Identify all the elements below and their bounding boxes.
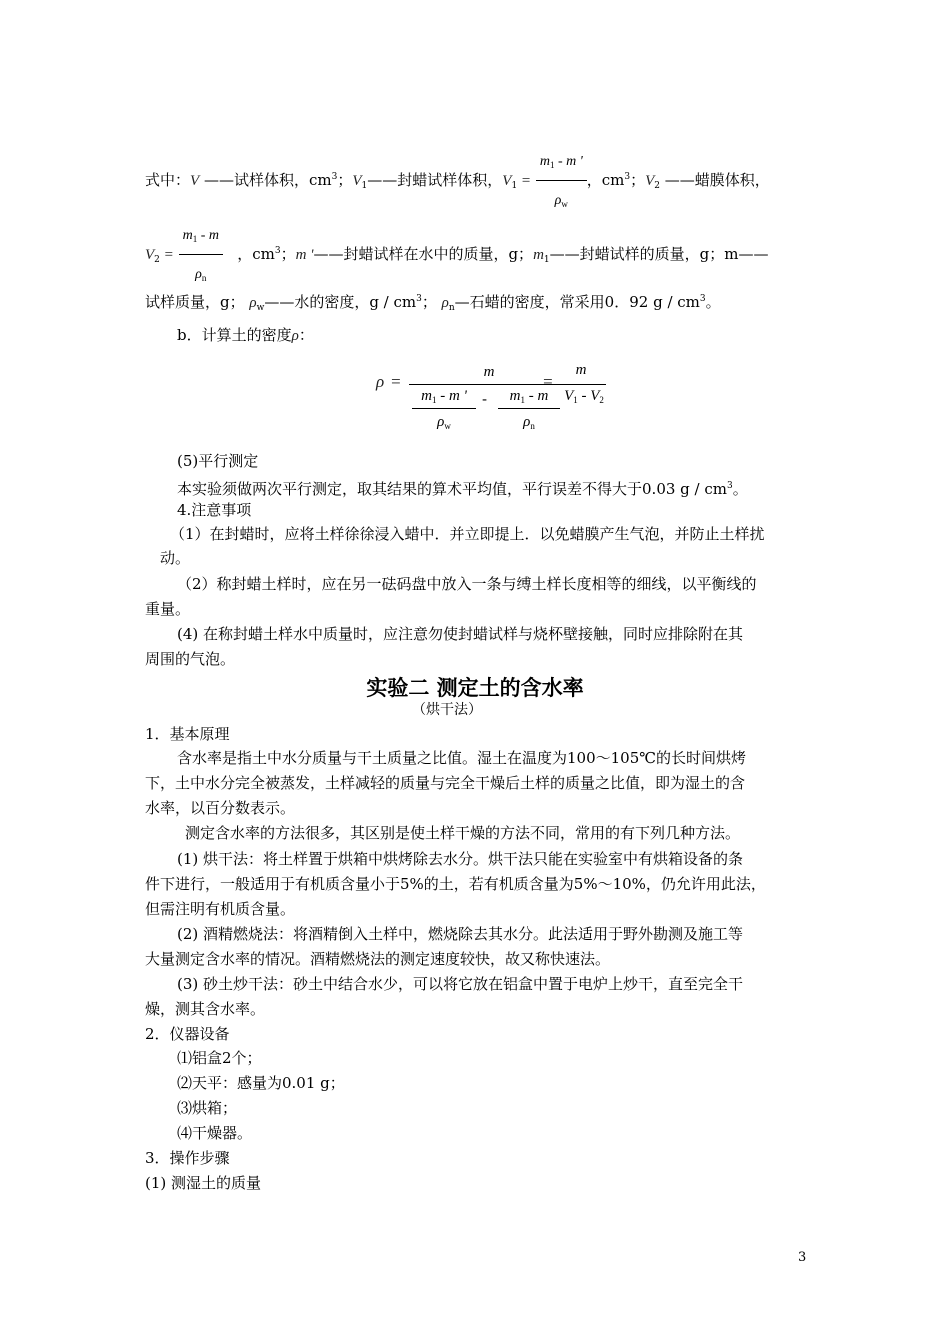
- note-1-cont: 动。: [160, 549, 191, 567]
- notes-heading: 4.注意事项: [177, 501, 252, 519]
- step-b-heading: b．计算土的密度ρ：: [177, 326, 314, 344]
- equipment-3: ⑶烘箱；: [177, 1099, 238, 1117]
- note-2-cont: 重量。: [145, 600, 191, 618]
- equipment-1: ⑴铝盒2个；: [177, 1049, 262, 1067]
- principle-text-1: 含水率是指土中水分质量与干土质量之比值。湿土在温度为100～105℃的长时间烘烤: [177, 749, 747, 767]
- equipment-4: ⑷干燥器。: [177, 1124, 253, 1142]
- methods-intro: 测定含水率的方法很多，其区别是使土样干燥的方法不同，常用的有下列几种方法。: [185, 824, 741, 842]
- method-oven-3: 但需注明有机质含量。: [145, 900, 296, 918]
- heading-procedure: 3．操作步骤: [145, 1149, 230, 1167]
- principle-text-3: 水率，以百分数表示。: [145, 799, 296, 817]
- fraction-v1: $\frac{m_1 - m '}{\rho_w}$: [536, 150, 587, 216]
- note-1: （1）在封蜡时，应将土样徐徐浸入蜡中．并立即提上．以免蜡膜产生气泡，并防止土样扰: [170, 525, 765, 543]
- heading-principle: 1．基本原理: [145, 725, 230, 743]
- subheading-parallel: (5)平行测定: [177, 452, 259, 470]
- method-sand-2: 燥，测其含水率。: [145, 1000, 266, 1018]
- method-sand-1: (3) 砂土炒干法：砂土中结合水少，可以将它放在铝盒中置于电炉上炒干，直至完全干: [177, 975, 744, 993]
- heading-equipment: 2．仪器设备: [145, 1025, 230, 1043]
- definition-line-1: 式中：V ——试样体积，$cm^3$；$V_1——$封蜡试样体积，$V_1$ = $\frac{m_1 - m '}{\rho_w}$ ，$cm^3$；$V_2$ ——蜡膜体积，: [145, 148, 810, 214]
- page-number: 3: [798, 1250, 807, 1265]
- procedure-step-1: (1) 测湿土的质量: [145, 1174, 262, 1192]
- method-alcohol-2: 大量测定含水率的情况。酒精燃烧法的测定速度较快，故又称快速法。: [145, 950, 611, 968]
- method-oven-2: 件下进行，一般适用于有机质含量小于5%的土，若有机质含量为5%～10%，仍允许用此法，: [145, 875, 766, 893]
- note-4: (4) 在称封蜡土样水中质量时，应注意勿使封蜡试样与烧杯壁接触，同时应排除附在其: [177, 625, 744, 643]
- definition-line-3: 试样质量，g； $\rho_w——$水的密度，g / $cm^3$； $\rho_n—$石蜡的密度，常采用0．92 g / $cm^3$。: [145, 293, 721, 313]
- fraction-v2: $\frac{m_1 - m}{\rho_n}$: [179, 224, 223, 290]
- equipment-2: ⑵天平：感量为0.01 g；: [177, 1074, 345, 1092]
- method-oven-1: (1) 烘干法：将土样置于烘箱中烘烤除去水分。烘干法只能在实验室中有烘箱设备的条: [177, 850, 744, 868]
- method-alcohol-1: (2) 酒精燃烧法：将酒精倒入土样中，燃烧除去其水分。此法适用于野外勘测及施工等: [177, 925, 744, 943]
- note-4-cont: 周围的气泡。: [145, 650, 236, 668]
- density-formula: ρ = m $m_1$ - m ' $\rho_w$ - $m_1$ - m $\rho_n$ = m $V_1 - V_2$: [376, 362, 636, 442]
- note-2: （2）称封蜡土样时，应在另一砝码盘中放入一条与缚土样长度相等的细线，以平衡线的: [177, 575, 757, 593]
- section-subtitle: （烘干法）: [412, 702, 482, 718]
- definition-line-2: $V_2$ = $\frac{m_1 - m}{\rho_n}$ ，$cm^3$；m '——封蜡试样在水中的质量，g；$m_1——$封蜡试样的质量，g；m——: [145, 222, 810, 288]
- section-title: 实验二 测定土的含水率: [366, 676, 584, 700]
- parallel-text: 本实验须做两次平行测定，取其结果的算术平均值，平行误差不得大于0.03 g / $cm^3$。: [177, 480, 748, 498]
- principle-text-2: 下，土中水分完全被蒸发，土样减轻的质量与完全干燥后土样的质量之比值，即为湿土的含: [145, 774, 746, 792]
